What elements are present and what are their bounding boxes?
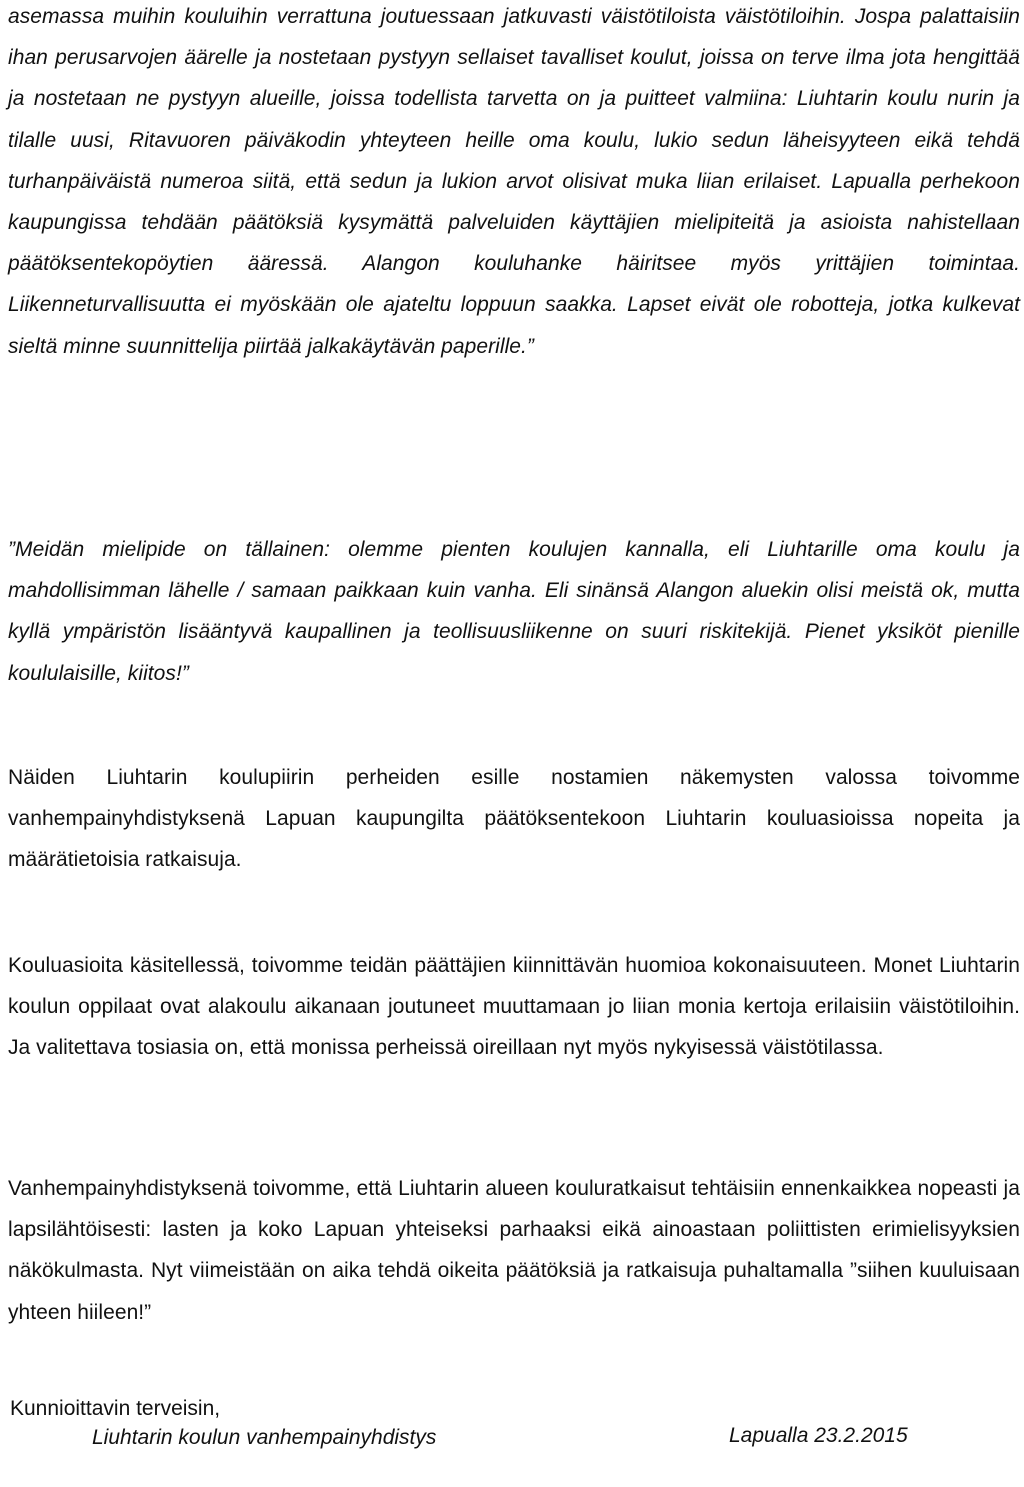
paragraph-5: Vanhempainyhdistyksenä toivomme, että Liuhtarin alueen kouluratkaisut tehtäisiin ennenkaikkea nopeasti ja lapsilähtöisesti: lasten ja koko Lapuan yhteiseksi parhaaksi eikä ainoastaan poliittisten erimielisyyksien näkökulmasta. Nyt viimeistään on aika tehdä oikeita päätöksiä ja ratkaisuja puhaltamalla ”siihen kuuluisaan yhteen hiileen!” <box>8 1177 1020 1324</box>
paragraph-quote-1: asemassa muihin kouluihin verrattuna joutuessaan jatkuvasti väistötiloista väistötiloihin. Jospa palattaisiin ihan perusarvojen äärelle ja nostetaan pystyyn sellaiset tavalliset koulut, joissa on terve ilma jota hengittää ja nostetaan ne pystyyn alueille, joissa todellista tarvetta on ja puitteet valmiina: Liuhtarin koulu nurin ja tilalle uusi, Ritavuoren päiväkodin yhteyteen heille oma koulu, lukio sedun läheisyyteen eikä tehdä turhanpäiväistä numeroa siitä, että sedun ja lukion arvot olisivat muka liian erilaiset. Lapualla perhekoon kaupungissa tehdään päätöksiä kysymättä palveluiden käyttäjien mielipiteitä ja asioista nahistellaan päätöksentekopöytien ääressä. Alangon kouluhanke häiritsee myös yrittäjien toimintaa. Liikenneturvallisuutta ei myöskään ole ajateltu loppuun saakka. Lapset eivät ole robotteja, jotka kulkevat sieltä minne suunnittelija piirtää jalkakäytävän paperille.” <box>8 5 1020 358</box>
paragraph-3: Näiden Liuhtarin koulupiirin perheiden esille nostamien näkemysten valossa toivomme vanhempainyhdistyksenä Lapuan kaupungilta päätöksentekoon Liuhtarin kouluasioissa nopeita ja määrätietoisia ratkaisuja. <box>8 766 1020 872</box>
closing-greeting: Kunnioittavin terveisin, <box>10 1397 221 1420</box>
place-date: Lapualla 23.2.2015 <box>729 1424 908 1447</box>
paragraph-4: Kouluasioita käsitellessä, toivomme teidän päättäjien kiinnittävän huomioa kokonaisuuteen. Monet Liuhtarin koulun oppilaat ovat alakoulu aikanaan joutuneet muuttamaan jo liian monia kertoja erilaisiin väistötiloihin. Ja valitettava tosiasia on, että monissa perheissä oireillaan nyt myös nykyisessä väistötilassa. <box>8 954 1020 1060</box>
paragraph-quote-2: ”Meidän mielipide on tällainen: olemme pienten koulujen kannalla, eli Liuhtarille oma koulu ja mahdollisimman lähelle / samaan paikkaan kuin vanha. Eli sinänsä Alangon aluekin olisi meistä ok, mutta kyllä ympäristön lisääntyvä kaupallinen ja teollisuusliikenne on suuri riskitekijä. Pienet yksiköt pienille koululaisille, kiitos!” <box>8 538 1020 685</box>
signature: Liuhtarin koulun vanhempainyhdistys <box>92 1426 437 1449</box>
